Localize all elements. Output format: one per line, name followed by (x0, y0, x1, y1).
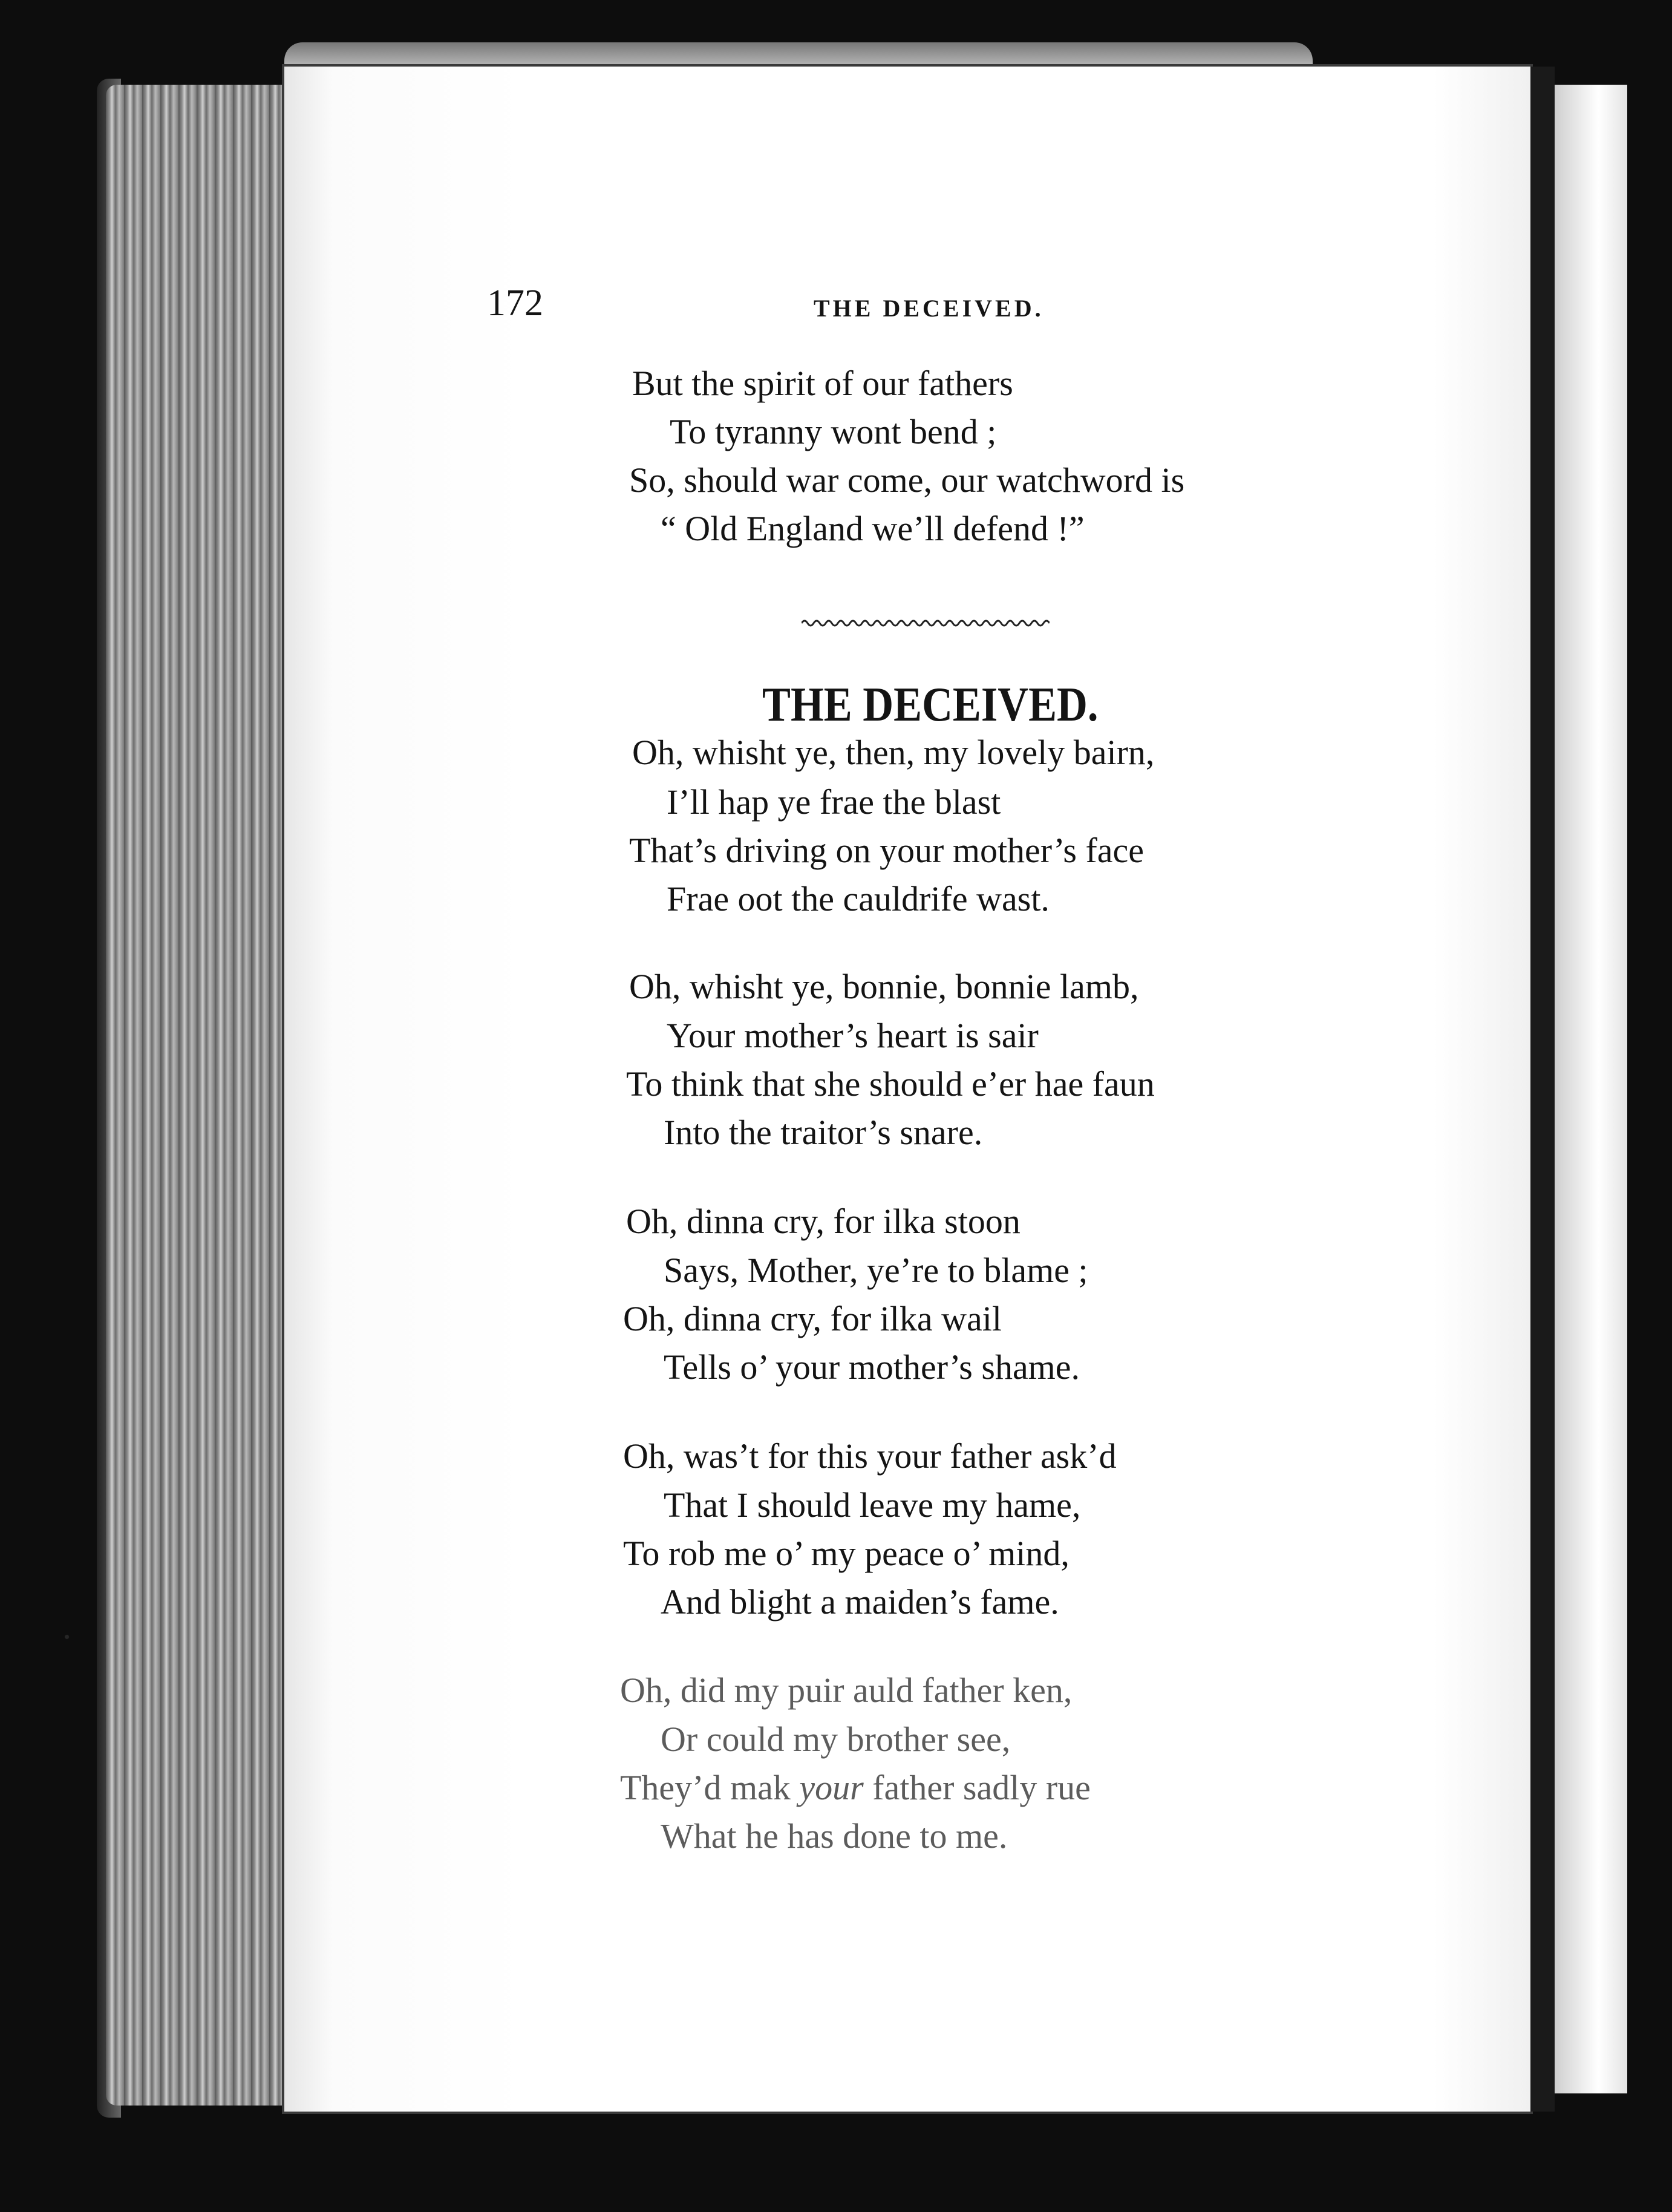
poem-line: Oh, dinna cry, for ilka stoon (626, 1202, 1021, 1241)
running-head: THE DECEIVED. (814, 295, 1044, 322)
poem-line-part: They’d mak (620, 1768, 800, 1807)
ornamental-rule (802, 616, 1050, 630)
poem-line: Frae oot the cauldrife wast. (667, 879, 1050, 918)
poem-line-part: father sadly rue (863, 1768, 1091, 1807)
poem-line: I’ll hap ye frae the blast (667, 782, 1001, 822)
poem-line: Oh, dinna cry, for ilka wail (623, 1299, 1002, 1338)
poem-line: To tyranny wont bend ; (670, 412, 997, 451)
poem-line: Says, Mother, ye’re to blame ; (664, 1251, 1088, 1290)
poem-line: To think that she should e’er hae faun (626, 1064, 1155, 1104)
poem-line (620, 1770, 1091, 1805)
poem-line: But the spirit of our fathers (632, 364, 1013, 403)
poem-line: So, should war come, our watchword is (629, 460, 1185, 500)
poem-line: Your mother’s heart is sair (667, 1016, 1039, 1055)
next-page-edge (1555, 85, 1627, 2093)
poem-line-italic-word: your (799, 1768, 864, 1807)
poem-line: And blight a maiden’s fame. (661, 1582, 1059, 1621)
poem-line: Oh, whisht ye, then, my lovely bairn, (632, 733, 1155, 772)
book-gutter (1530, 67, 1555, 2112)
poem-line: Oh, did my puir auld father ken, (620, 1670, 1073, 1710)
poem-line: Oh, whisht ye, bonnie, bonnie lamb, (629, 967, 1139, 1006)
book-page-edges (106, 85, 299, 2106)
poem-title: THE DECEIVED. (762, 678, 1099, 731)
poem-line: Into the traitor’s snare. (664, 1113, 983, 1152)
page-number: 172 (487, 283, 543, 324)
poem-line: “ Old England we’ll defend !” (661, 509, 1085, 548)
poem-line: Oh, was’t for this your father ask’d (623, 1436, 1117, 1476)
poem-line: To rob me o’ my peace o’ mind, (623, 1534, 1069, 1573)
poem-line: What he has done to me. (661, 1816, 1008, 1856)
poem-line: Tells o’ your mother’s shame. (664, 1347, 1080, 1387)
poem-line: That I should leave my hame, (664, 1485, 1081, 1525)
poem-line: Or could my brother see, (661, 1720, 1011, 1759)
poem-line: That’s driving on your mother’s face (629, 831, 1144, 870)
